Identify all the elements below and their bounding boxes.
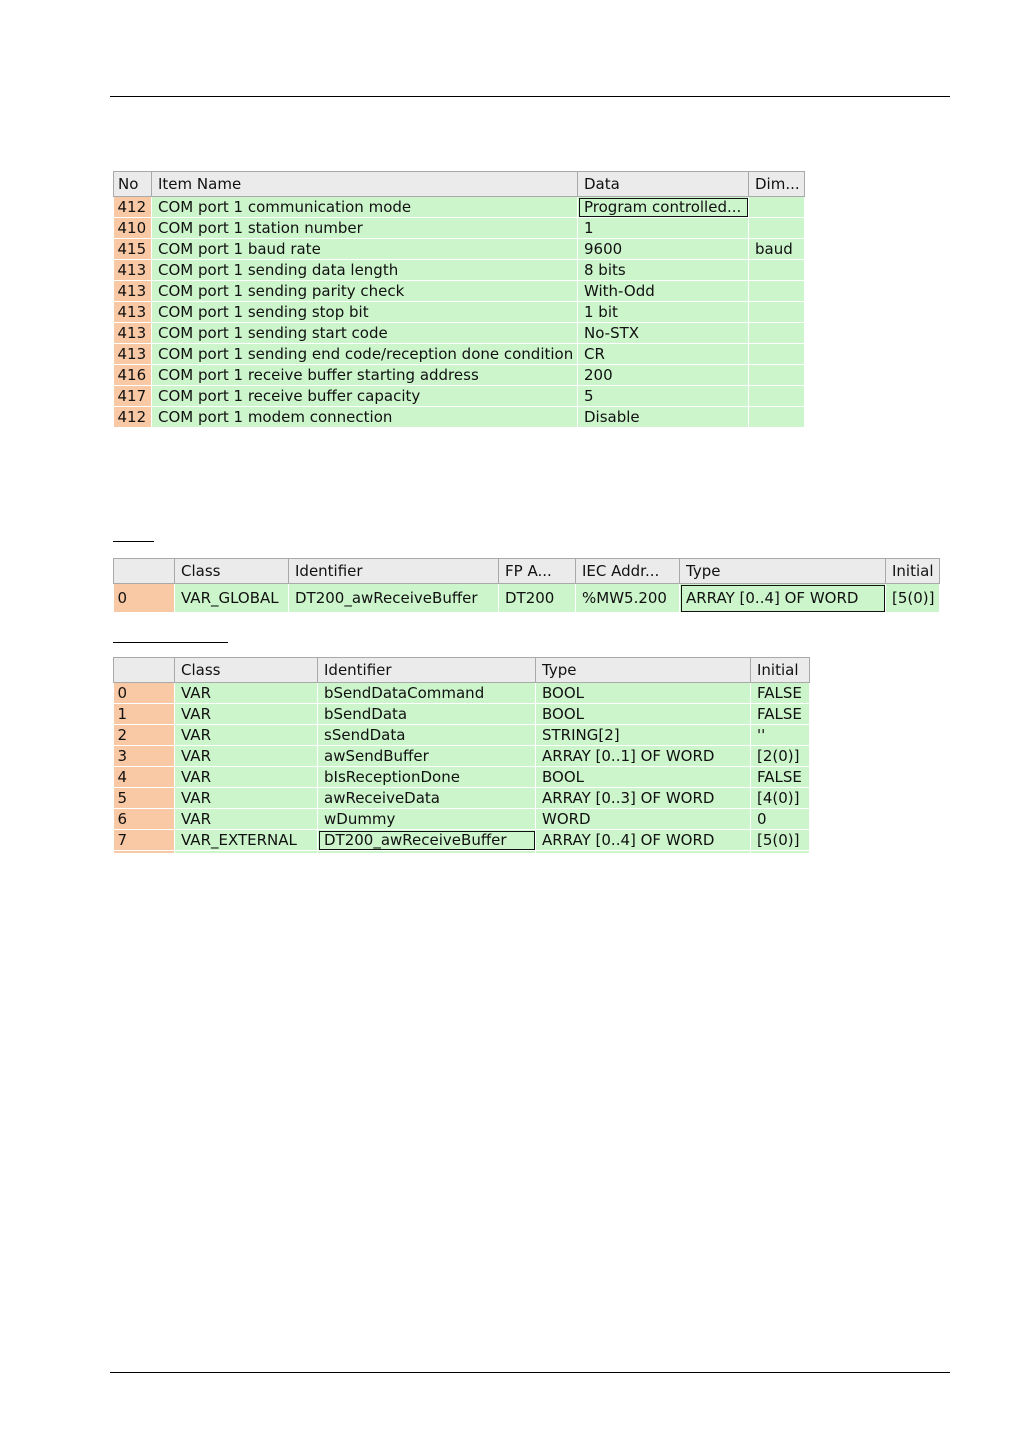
row-dim	[749, 260, 805, 281]
row-index: 6	[114, 809, 175, 830]
row-dim: baud	[749, 239, 805, 260]
row-initial: FALSE	[751, 704, 810, 725]
row-item-name: COM port 1 communication mode	[152, 197, 578, 218]
row-data[interactable]: 200	[578, 365, 749, 386]
table-row[interactable]	[114, 302, 805, 323]
row-dim	[749, 323, 805, 344]
row-data[interactable]: 1	[578, 218, 749, 239]
column-header-identifier[interactable]: Identifier	[289, 559, 499, 584]
table-row[interactable]	[114, 584, 940, 613]
row-data[interactable]: Disable	[578, 407, 749, 428]
row-no: 413	[114, 260, 152, 281]
row-dim	[749, 302, 805, 323]
row-identifier: awReceiveData	[318, 788, 536, 809]
row-index: 4	[114, 767, 175, 788]
row-index: 0	[114, 584, 175, 613]
pou-variable-table	[113, 657, 810, 854]
row-data[interactable]: 1 bit	[578, 302, 749, 323]
row-initial: FALSE	[751, 767, 810, 788]
row-dim	[749, 344, 805, 365]
table-header-row	[114, 658, 810, 683]
row-item-name: COM port 1 receive buffer starting address	[152, 365, 578, 386]
row-iec-address: %MW5.200	[576, 584, 680, 613]
table-row[interactable]	[114, 281, 805, 302]
com-port-parameters-table	[113, 171, 805, 428]
row-no: 410	[114, 218, 152, 239]
row-no: 412	[114, 197, 152, 218]
row-initial: [5(0)]	[751, 830, 810, 851]
row-no: 413	[114, 281, 152, 302]
column-header-type[interactable]: Type	[536, 658, 751, 683]
row-item-name: COM port 1 sending data length	[152, 260, 578, 281]
row-dim	[749, 365, 805, 386]
row-initial: ''	[751, 725, 810, 746]
row-type: BOOL	[536, 683, 751, 704]
row-item-name: COM port 1 sending parity check	[152, 281, 578, 302]
table-row[interactable]	[114, 323, 805, 344]
footer-rule	[110, 1372, 950, 1373]
row-type: BOOL	[536, 704, 751, 725]
table-header-row	[114, 172, 805, 197]
row-class: VAR	[175, 746, 318, 767]
column-header-index[interactable]	[114, 658, 175, 683]
row-identifier: bSendDataCommand	[318, 683, 536, 704]
table-row[interactable]	[114, 788, 810, 809]
row-fp-address: DT200	[499, 584, 576, 613]
table-row[interactable]	[114, 260, 805, 281]
column-header-iec-address[interactable]: IEC Addr...	[576, 559, 680, 584]
row-data[interactable]: CR	[578, 344, 749, 365]
table-row[interactable]	[114, 407, 805, 428]
row-class: VAR	[175, 788, 318, 809]
row-type: BOOL	[536, 767, 751, 788]
row-data[interactable]: No-STX	[578, 323, 749, 344]
column-header-item-name[interactable]: Item Name	[152, 172, 578, 197]
row-initial: 0	[751, 809, 810, 830]
row-data[interactable]: 5	[578, 386, 749, 407]
row-dim	[749, 281, 805, 302]
row-index: 1	[114, 704, 175, 725]
row-index: 0	[114, 683, 175, 704]
row-dim	[749, 197, 805, 218]
table-row[interactable]	[114, 218, 805, 239]
row-identifier-selected-cell[interactable]: DT200_awReceiveBuffer	[318, 830, 536, 851]
row-class: VAR	[175, 725, 318, 746]
table-row[interactable]	[114, 197, 805, 218]
row-data-selected-cell[interactable]: Program controlled...	[578, 197, 749, 218]
table-row[interactable]	[114, 767, 810, 788]
row-identifier: bSendData	[318, 704, 536, 725]
row-identifier	[318, 851, 536, 854]
table-row[interactable]	[114, 704, 810, 725]
table-row[interactable]	[114, 239, 805, 260]
table-row[interactable]	[114, 830, 810, 851]
row-item-name: COM port 1 receive buffer capacity	[152, 386, 578, 407]
row-class: VAR_GLOBAL	[175, 584, 289, 613]
column-header-initial[interactable]: Initial	[886, 559, 940, 584]
section-underline-pou	[113, 642, 228, 643]
row-index: 3	[114, 746, 175, 767]
row-identifier: bIsReceptionDone	[318, 767, 536, 788]
table-row[interactable]	[114, 746, 810, 767]
row-class: VAR_EXTERNAL	[175, 830, 318, 851]
column-header-dim[interactable]: Dim...	[749, 172, 805, 197]
global-variable-table	[113, 558, 940, 613]
column-header-initial[interactable]: Initial	[751, 658, 810, 683]
row-class: VAR	[175, 683, 318, 704]
row-identifier: wDummy	[318, 809, 536, 830]
row-type	[536, 851, 751, 854]
row-type-selected-cell[interactable]: ARRAY [0..4] OF WORD	[680, 584, 886, 613]
row-dim	[749, 218, 805, 239]
row-initial: [4(0)]	[751, 788, 810, 809]
row-type: ARRAY [0..3] OF WORD	[536, 788, 751, 809]
row-class: VAR	[175, 704, 318, 725]
row-type: STRING[2]	[536, 725, 751, 746]
section-underline-gvl	[113, 541, 154, 542]
row-identifier: DT200_awReceiveBuffer	[289, 584, 499, 613]
column-header-class[interactable]: Class	[175, 658, 318, 683]
row-no: 417	[114, 386, 152, 407]
row-item-name: COM port 1 sending start code	[152, 323, 578, 344]
row-dim	[749, 386, 805, 407]
header-rule	[110, 96, 950, 97]
row-data[interactable]: 8 bits	[578, 260, 749, 281]
column-header-class[interactable]: Class	[175, 559, 289, 584]
column-header-fp-address[interactable]: FP A...	[499, 559, 576, 584]
table-header-row	[114, 559, 940, 584]
row-index: 7	[114, 830, 175, 851]
column-header-index[interactable]	[114, 559, 175, 584]
row-no: 413	[114, 323, 152, 344]
row-index: 2	[114, 725, 175, 746]
row-class	[175, 851, 318, 854]
row-type: ARRAY [0..1] OF WORD	[536, 746, 751, 767]
row-type: WORD	[536, 809, 751, 830]
row-item-name: COM port 1 station number	[152, 218, 578, 239]
row-no: 413	[114, 344, 152, 365]
row-initial: [2(0)]	[751, 746, 810, 767]
row-item-name: COM port 1 modem connection	[152, 407, 578, 428]
row-initial: [5(0)]	[886, 584, 940, 613]
row-dim	[749, 407, 805, 428]
row-initial: FALSE	[751, 683, 810, 704]
table-row[interactable]	[114, 365, 805, 386]
row-class: VAR	[175, 809, 318, 830]
row-no: 416	[114, 365, 152, 386]
row-item-name: COM port 1 sending end code/reception done condition	[152, 344, 578, 365]
row-index	[114, 851, 175, 854]
table-row[interactable]	[114, 386, 805, 407]
table-row[interactable]	[114, 683, 810, 704]
table-row[interactable]	[114, 725, 810, 746]
table-row[interactable]	[114, 344, 805, 365]
column-header-type[interactable]: Type	[680, 559, 886, 584]
row-item-name: COM port 1 baud rate	[152, 239, 578, 260]
table-row[interactable]	[114, 809, 810, 830]
column-header-data[interactable]: Data	[578, 172, 749, 197]
row-index: 5	[114, 788, 175, 809]
row-initial	[751, 851, 810, 854]
row-data[interactable]: With-Odd	[578, 281, 749, 302]
row-no: 415	[114, 239, 152, 260]
row-no: 413	[114, 302, 152, 323]
column-header-no[interactable]: No	[114, 172, 152, 197]
row-data[interactable]: 9600	[578, 239, 749, 260]
row-identifier: sSendData	[318, 725, 536, 746]
table-row-cut-off	[114, 851, 810, 854]
row-class: VAR	[175, 767, 318, 788]
column-header-identifier[interactable]: Identifier	[318, 658, 536, 683]
row-item-name: COM port 1 sending stop bit	[152, 302, 578, 323]
row-identifier: awSendBuffer	[318, 746, 536, 767]
row-no: 412	[114, 407, 152, 428]
row-type: ARRAY [0..4] OF WORD	[536, 830, 751, 851]
